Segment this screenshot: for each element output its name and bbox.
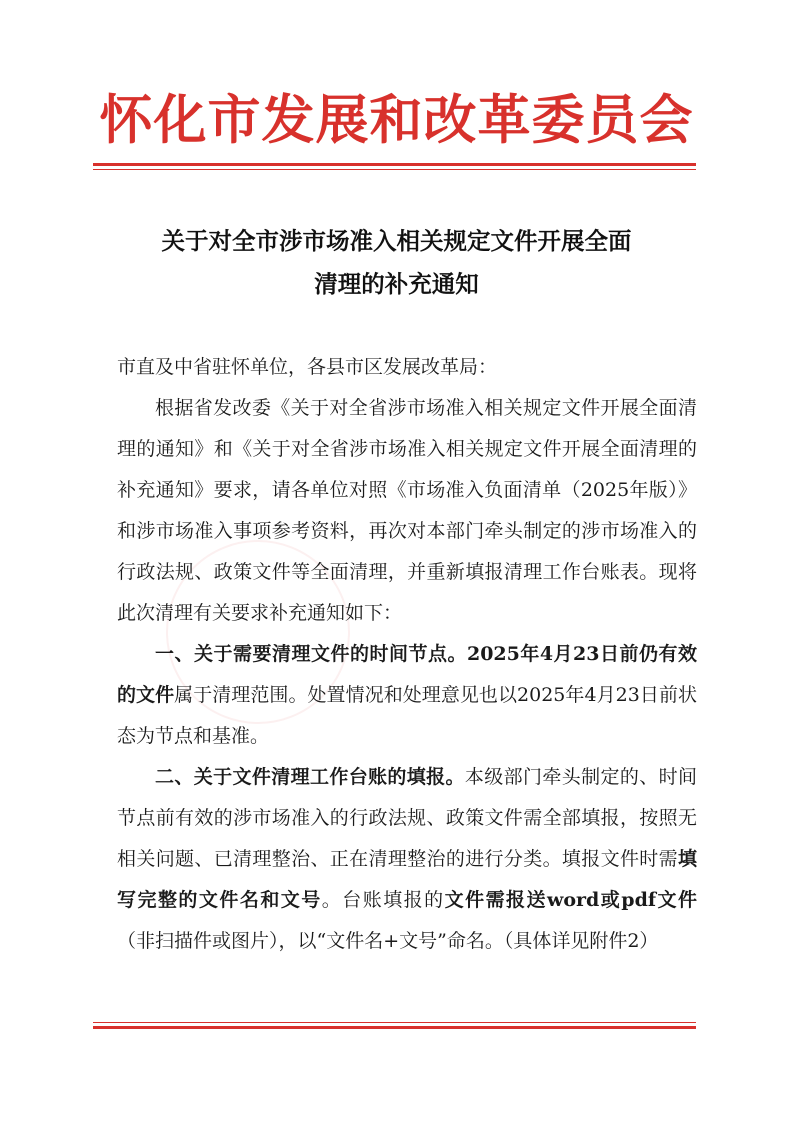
item2-part3: （非扫描件或图片），以“文件名+文号”命名。（具体详见附件2） [117, 930, 659, 952]
item1-paragraph [117, 634, 697, 757]
item2-paragraph [117, 757, 697, 962]
header-rule-thin [93, 169, 696, 170]
item2-bold2: 文件需报送word或pdf文件 [444, 889, 697, 911]
intro-paragraph: 根据省发改委《关于对全省涉市场准入相关规定文件开展全面清理的通知》和《关于对全省涉市场准入相关规定文件开展全面清理的补充通知》要求，请各单位对照《市场准入负面清单（2025年版）》和涉市场准入事项参考资料，再次对本部门牵头制定的涉市场准入的行政法规、政策文件等全面清理，并重新填报清理工作台账表。现将此次清理有关要求补充通知如下： [117, 397, 697, 624]
org-header-title: 怀化市发展和改革委员会 [99, 89, 694, 151]
item2-bold1: 填写完整的文件名和文号 [117, 848, 697, 911]
body-text [117, 347, 697, 962]
doc-title-line2: 清理的补充通知 [314, 270, 479, 298]
footer-rule-thick [93, 1026, 696, 1029]
doc-title-line1: 关于对全市涉市场准入相关规定文件开展全面 [161, 227, 632, 255]
footer-rule-thin [93, 1022, 696, 1023]
salutation: 市直及中省驻怀单位，各县市区发展改革局： [117, 356, 498, 378]
item2-part2: 。台账填报的 [321, 889, 445, 911]
item2-heading: 二、关于文件清理工作台账的填报。 [155, 766, 465, 788]
item2-part1: 本级部门牵头制定的、时间节点前有效的涉市场准入的行政法规、政策文件需全部填报，按照无相关问题、已清理整治、正在清理整治的进行分类。填报文件时需 [117, 766, 697, 870]
item1-heading: 一、关于需要清理文件的时间节点。 [155, 643, 467, 665]
header-rule-thick [93, 163, 696, 166]
item1-rest: 属于清理范围。处置情况和处理意见也以2025年4月23日前状态为节点和基准。 [117, 684, 697, 747]
item1-bold-date: 2025年4月23日前仍有效的文件 [117, 643, 697, 706]
